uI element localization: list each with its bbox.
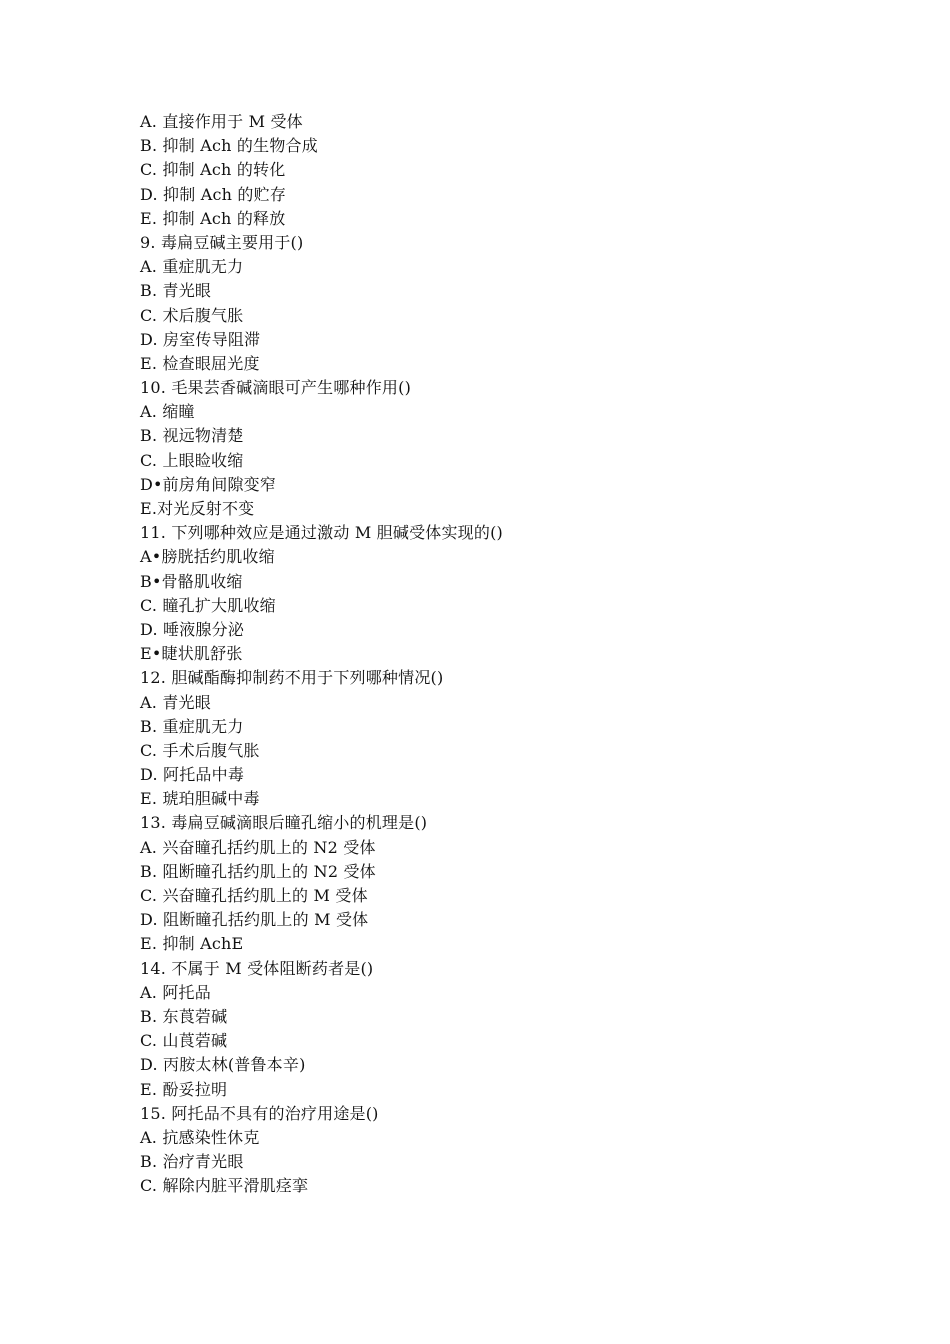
question-line: 15. 阿托品不具有的治疗用途是(): [140, 1103, 379, 1123]
question-line: 13. 毒扁豆碱滴眼后瞳孔缩小的机理是(): [140, 813, 428, 833]
option-line: E•睫状肌舒张: [140, 644, 243, 664]
option-line: E. 抑制 AchE: [140, 934, 244, 954]
option-line: C. 上眼睑收缩: [140, 450, 244, 470]
option-line: A. 青光眼: [140, 692, 211, 712]
option-line: E.对光反射不变: [140, 499, 255, 518]
option-line: A. 阿托品: [140, 982, 211, 1002]
option-line: C. 术后腹气胀: [140, 305, 244, 325]
question-text: [140, 110, 840, 1198]
option-line: D. 丙胺太林(普鲁本辛): [140, 1055, 306, 1075]
question-line: 12. 胆碱酯酶抑制药不用于下列哪种情况(): [140, 668, 444, 688]
option-line: C. 山莨菪碱: [140, 1031, 228, 1051]
question-line: 14. 不属于 M 受体阻断药者是(): [140, 958, 374, 978]
option-line: E. 抑制 Ach 的释放: [140, 208, 286, 228]
option-line: B. 视远物清楚: [140, 426, 244, 446]
option-line: B•骨骼肌收缩: [140, 571, 243, 591]
option-line: A. 直接作用于 M 受体: [140, 112, 303, 131]
option-line: E. 检查眼屈光度: [140, 353, 260, 373]
option-line: C. 兴奋瞳孔括约肌上的 M 受体: [140, 886, 368, 905]
option-line: B. 阻断瞳孔括约肌上的 N2 受体: [140, 861, 376, 881]
option-line: D. 房室传导阻滞: [140, 329, 261, 349]
option-line: C. 解除内脏平滑肌痉挛: [140, 1176, 309, 1196]
option-line: D. 阿托品中毒: [140, 765, 245, 785]
question-line: 11. 下列哪种效应是通过激动 M 胆碱受体实现的(): [140, 523, 503, 543]
option-line: B. 抑制 Ach 的生物合成: [140, 136, 318, 156]
option-line: A•膀胱括约肌收缩: [140, 547, 275, 567]
question-line: 9. 毒扁豆碱主要用于(): [140, 232, 304, 252]
option-line: D. 抑制 Ach 的贮存: [140, 184, 287, 204]
option-line: A. 缩瞳: [140, 402, 195, 422]
option-line: D•前房角间隙变窄: [140, 474, 277, 494]
option-line: E. 琥珀胆碱中毒: [140, 789, 260, 809]
option-line: D. 唾液腺分泌: [140, 619, 245, 639]
option-line: B. 治疗青光眼: [140, 1152, 244, 1172]
option-line: D. 阻断瞳孔括约肌上的 M 受体: [140, 910, 369, 930]
option-line: C. 抑制 Ach 的转化: [140, 160, 286, 180]
option-line: E. 酚妥拉明: [140, 1079, 228, 1099]
question-line: 10. 毛果芸香碱滴眼可产生哪种作用(): [140, 378, 412, 398]
option-line: B. 青光眼: [140, 281, 212, 301]
option-line: C. 瞳孔扩大肌收缩: [140, 595, 276, 615]
option-line: A. 兴奋瞳孔括约肌上的 N2 受体: [140, 837, 376, 857]
option-line: B. 东莨菪碱: [140, 1006, 228, 1026]
option-line: B. 重症肌无力: [140, 716, 244, 736]
option-line: C. 手术后腹气胀: [140, 740, 260, 760]
option-line: A. 抗感染性休克: [140, 1127, 260, 1147]
option-line: A. 重症肌无力: [140, 257, 244, 277]
